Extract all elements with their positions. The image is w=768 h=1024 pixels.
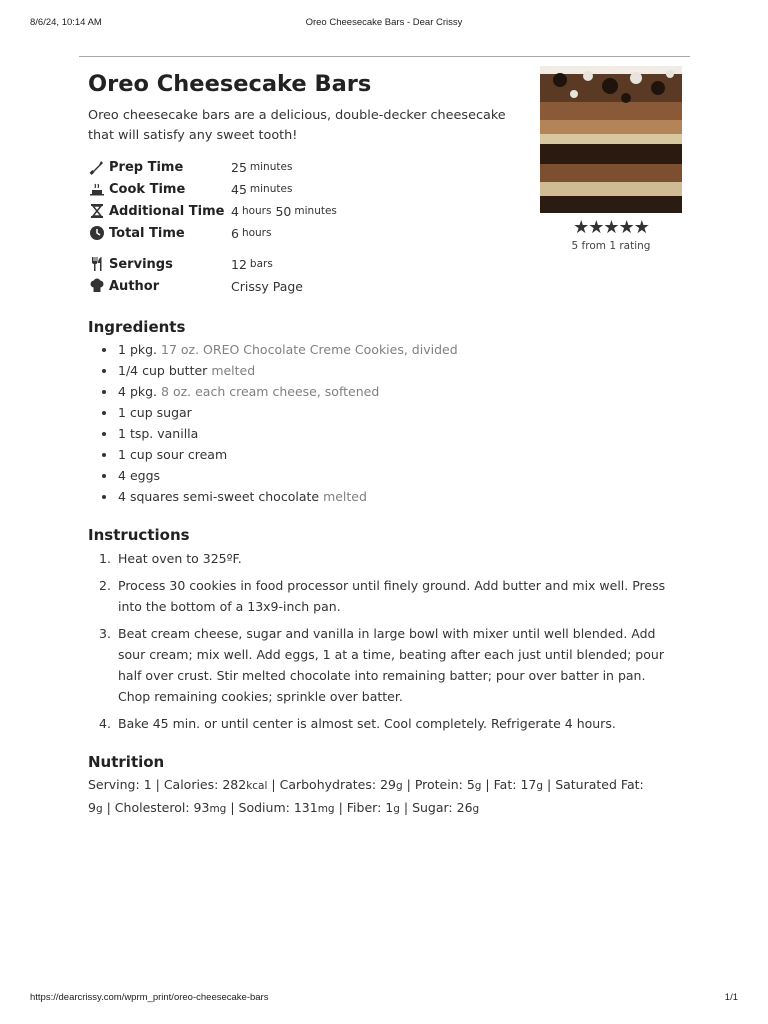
print-page-title: Oreo Cheesecake Bars - Dear Crissy — [305, 17, 463, 28]
cutlery-icon — [88, 255, 106, 273]
additional-time-row — [88, 200, 688, 222]
prep-time-label: Prep Time — [109, 159, 184, 175]
ingredients-section — [88, 317, 688, 507]
rating-text: 5 from 1 rating — [571, 240, 651, 252]
total-time-unit: hours — [241, 227, 272, 239]
author-value: Crissy Page — [231, 278, 303, 294]
servings-unit: bars — [249, 258, 273, 270]
knife-icon — [88, 158, 106, 176]
ingredient-item: 1/4 cup butter melted — [102, 360, 688, 381]
instruction-step: 2. Process 30 cookies in food processor until finely ground. Add butter and mix well. Press into the bottom of a 13x9-inch pan. — [99, 578, 666, 614]
servings-label: Servings — [109, 256, 173, 272]
print-header — [30, 17, 738, 33]
clock-icon — [88, 224, 106, 242]
additional-time-minutes-value: 50 — [275, 203, 292, 219]
cook-time-unit: minutes — [249, 183, 293, 195]
cook-time-label: Cook Time — [109, 181, 186, 197]
recipe-card — [88, 64, 688, 820]
total-time-value: 6 — [231, 225, 239, 241]
instruction-step: 4. Bake 45 min. or until center is almost set. Cool completely. Refrigerate 4 hours. — [99, 716, 616, 731]
instructions-list — [99, 548, 674, 734]
print-datetime: 8/6/24, 10:14 AM — [30, 17, 102, 28]
nutrition-heading: Nutrition — [88, 753, 165, 771]
prep-time-unit: minutes — [249, 161, 293, 173]
total-time-row — [88, 222, 688, 244]
nutrition-facts: Serving: 1 | Calories: 282kcal | Carbohydrates: 29g | Protein: 5g | Fat: 17g | Saturated Fat: 9g | Cholesterol: 93mg | Sodium: 131mg | Fiber: 1g | Sugar: 26g — [88, 777, 644, 815]
servings-value: 12 — [231, 256, 247, 272]
print-footer — [30, 992, 738, 1008]
pot-icon — [88, 180, 106, 198]
author-label: Author — [109, 278, 160, 294]
author-row — [88, 275, 688, 297]
instructions-section — [88, 525, 688, 734]
ingredient-item: 1 pkg. 17 oz. OREO Chocolate Creme Cookies, divided — [102, 339, 688, 360]
ingredient-item: 4 pkg. 8 oz. each cream cheese, softened — [102, 381, 688, 402]
additional-time-hours-unit: hours — [241, 205, 272, 217]
instructions-heading: Instructions — [88, 526, 190, 544]
instruction-step: 1. Heat oven to 325ºF. — [99, 551, 242, 566]
ingredient-item: 1 tsp. vanilla — [102, 423, 688, 444]
servings-row — [88, 253, 688, 275]
recipe-times — [88, 156, 688, 297]
additional-time-minutes-unit: minutes — [294, 205, 337, 217]
print-url[interactable]: https://dearcrissy.com/wprm_print/oreo-cheesecake-bars — [30, 992, 269, 1003]
top-divider — [79, 56, 690, 57]
ingredients-list — [102, 339, 688, 507]
recipe-summary: Oreo cheesecake bars are a delicious, double-decker cheesecake that will satisfy any sweet tooth! — [88, 108, 506, 143]
ingredients-heading: Ingredients — [88, 318, 186, 336]
prep-time-value: 25 — [231, 159, 247, 175]
ingredient-item: 4 squares semi-sweet chocolate melted — [102, 486, 688, 507]
additional-time-label: Additional Time — [109, 203, 225, 219]
prep-time-row — [88, 156, 688, 178]
additional-time-hours-value: 4 — [231, 203, 239, 219]
hourglass-icon — [88, 202, 106, 220]
ingredient-item: 4 eggs — [102, 465, 688, 486]
nutrition-section — [88, 752, 688, 820]
chef-hat-icon — [88, 277, 106, 295]
recipe-title: Oreo Cheesecake Bars — [88, 71, 372, 97]
cook-time-value: 45 — [231, 181, 247, 197]
ingredient-item: 1 cup sour cream — [102, 444, 688, 465]
cook-time-row — [88, 178, 688, 200]
print-page-count: 1/1 — [724, 992, 738, 1003]
star-rating-icon[interactable]: ★★★★★ — [573, 217, 649, 238]
total-time-label: Total Time — [109, 225, 185, 241]
instruction-step: 3. Beat cream cheese, sugar and vanilla in large bowl with mixer until well blended. Add sour cream; mix well. Add eggs, 1 at a time, beating after each just until blended; pour half over crust. Stir melted chocolate into remaining batter; pour over batter in pan. Chop remaining cookies; sprinkle over batter. — [99, 626, 664, 704]
ingredient-item: 1 cup sugar — [102, 402, 688, 423]
